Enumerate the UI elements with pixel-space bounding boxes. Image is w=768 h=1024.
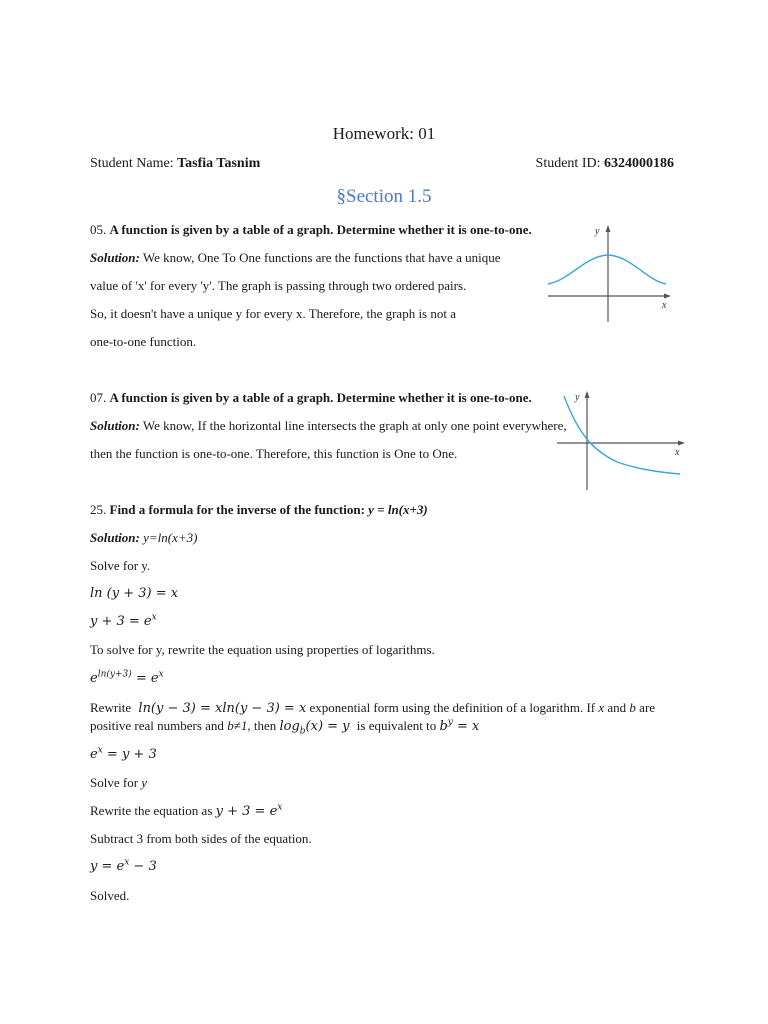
q25-solved: Solved. (90, 888, 130, 903)
q25-solution-function: y=ln(x+3) (143, 530, 198, 545)
q25-prompt-function: y = ln(x+3) (368, 502, 428, 517)
q25-rewrite-line2 (90, 717, 479, 736)
q07-solution-line1 (90, 417, 567, 435)
q25-rewrite-eq-base: y + 3 = e (215, 804, 278, 819)
student-id-label: Student ID: (535, 156, 601, 171)
q25-log-sub: b (299, 726, 306, 737)
section-heading: §Section 1.5 (336, 186, 432, 207)
q07-decay-graph (552, 388, 688, 492)
q25-rewrite-word: Rewrite (90, 700, 132, 715)
q25-then-word: then (253, 718, 277, 733)
page-title: Homework: 01 (332, 124, 436, 143)
q25-eq2 (90, 613, 157, 631)
q25-prompt (90, 501, 428, 519)
q05-x-arrow (664, 294, 671, 299)
q07-y-label: y (575, 392, 580, 403)
q25-solution-line (90, 529, 197, 547)
q25-are-word: are (639, 700, 656, 715)
q25-b-pow-expr (439, 719, 479, 734)
q07-curve (564, 396, 680, 474)
q25-final-eq (90, 858, 157, 876)
q05-solution-label: Solution: (90, 250, 140, 265)
student-name-label: Student Name: (90, 156, 174, 171)
q25-eq1: ln (y + 3) = x (90, 586, 179, 601)
q25-log-expr (279, 719, 350, 737)
q25-eq2-base: y + 3 = e (90, 614, 152, 629)
q25-prompt-text: Find a formula for the inverse of the function: (109, 502, 365, 517)
q05-line2: value of 'x' for every 'y'. The graph is passing through two ordered pairs. (90, 278, 467, 293)
q05-line3: So, it doesn't have a unique y for every x. Therefore, the graph is not a (90, 306, 456, 321)
q07-line2: then the function is one-to-one. Therefore, this function is One to One. (90, 446, 458, 461)
q05-line4: one-to-one function. (90, 334, 197, 349)
q25-rewrite-text2: positive real numbers and (90, 718, 224, 733)
q05-bell-graph (540, 222, 675, 324)
q25-rewrite-math: ln(y − 3) = xln(y − 3) = x (138, 701, 307, 716)
q25-eq3-base: e (90, 671, 98, 686)
q25-rewrite-eq-math (216, 804, 283, 819)
q25-var-b: b (629, 700, 636, 715)
q25-b-pow-base: b (439, 719, 448, 734)
q07-x-label: x (675, 447, 680, 458)
q25-b-pow-rhs: = x (452, 719, 480, 734)
q25-b-pow-exp: y (447, 717, 453, 728)
q25-eq4-rhs: = y + 3 (102, 747, 157, 762)
q25-final-exp: x (124, 857, 130, 868)
q25-rewrite-log: To solve for y, rewrite the equation using properties of logarithms. (90, 642, 435, 657)
student-id (536, 156, 674, 172)
student-name (90, 156, 260, 172)
q25-rewrite-eq-exp: x (277, 802, 283, 813)
q25-subtract: Subtract 3 from both sides of the equation. (90, 831, 312, 846)
q07-prompt-text: A function is given by a table of a graph. Determine whether it is one-to-one. (109, 390, 532, 405)
q25-rewrite-eq-text: Rewrite the equation as (90, 803, 213, 818)
q25-solution-label: Solution: (90, 530, 140, 545)
q05-curve (548, 255, 666, 284)
student-id-value: 6324000186 (604, 156, 674, 171)
q25-eq4-base: e (90, 747, 98, 762)
q25-rewrite-eq (90, 802, 282, 821)
student-name-value: Tasfia Tasnim (177, 156, 261, 171)
q25-log-rest: (x) = y (305, 719, 350, 734)
q25-b-neq-1: b≠1, (227, 718, 251, 733)
q25-equiv-text: is equivalent to (356, 718, 437, 733)
q25-eq2-exp: x (151, 612, 157, 623)
q25-solve-for-y2-text: Solve for (90, 775, 139, 790)
q25-number: 25. (90, 502, 107, 517)
q07-x-arrow (678, 441, 685, 446)
q25-and-word: and (607, 700, 627, 715)
q25-rewrite-line1 (90, 699, 655, 718)
q07-number: 07. (90, 390, 107, 405)
q05-solution-line1 (90, 249, 500, 267)
q25-eq3-rhs: = e (131, 671, 159, 686)
q25-eq3 (90, 670, 164, 688)
q25-eq4-exp: x (97, 745, 103, 756)
q05-y-label: y (595, 226, 600, 237)
q07-line1: We know, If the horizontal line intersects the graph at only one point everywhere, (142, 418, 567, 433)
q07-prompt (90, 389, 532, 407)
q05-x-label: x (662, 300, 667, 311)
q07-y-arrow (585, 391, 590, 398)
q05-prompt (90, 221, 532, 239)
q25-var-x: x (598, 700, 605, 715)
q25-solve-for-y2-var: y (141, 775, 148, 790)
q25-solve-for-y2 (90, 774, 147, 792)
q05-y-arrow (606, 225, 611, 232)
q25-rewrite-text1: exponential form using the definition of a logarithm. If (309, 700, 596, 715)
q05-line1: We know, One To One functions are the functions that have a unique (142, 250, 501, 265)
q25-final-rest: − 3 (129, 859, 157, 874)
q05-number: 05. (90, 222, 107, 237)
q25-solve-for-y: Solve for y. (90, 558, 151, 573)
q25-eq4 (90, 746, 157, 764)
q25-eq3-rhs-exp: x (158, 669, 164, 680)
q25-final-base: y = e (90, 859, 125, 874)
q25-eq3-exp: ln(y+3) (97, 669, 132, 680)
q25-log: log (279, 719, 300, 734)
q05-prompt-text: A function is given by a table of a graph. Determine whether it is one-to-one. (109, 222, 532, 237)
q07-solution-label: Solution: (90, 418, 140, 433)
